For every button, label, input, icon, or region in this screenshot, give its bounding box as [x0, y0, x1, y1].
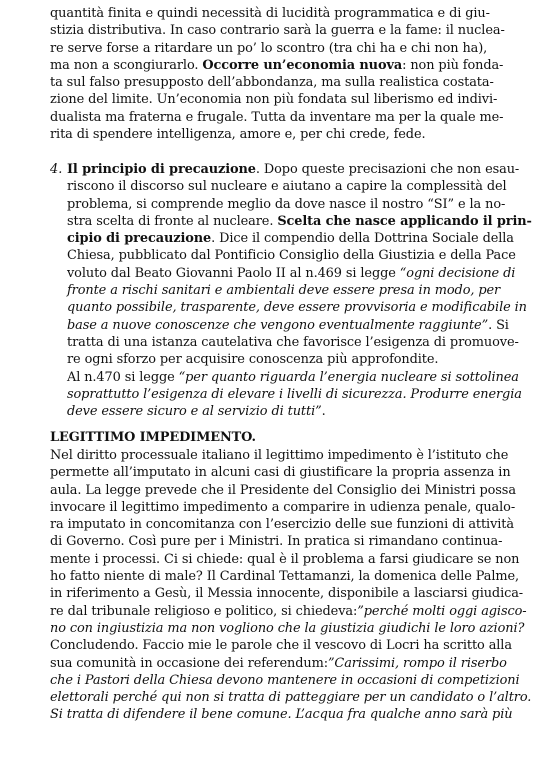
- text-line: Si tratta di difendere il bene comune. L’acqua fra qualche anno sarà più: [50, 707, 513, 723]
- text-line: fronte a rischi sanitari e ambientali deve essere presa in modo, per: [67, 283, 501, 299]
- text-line: stizia distributiva. In caso contrario sarà la guerra e la fame: il nuclea-: [50, 23, 505, 39]
- bold-phrase: Occorre un’economia nuova: [202, 57, 403, 73]
- text-line: aula. La legge prevede che il Presidente del Consiglio dei Ministri possa: [50, 482, 516, 498]
- text-line: permette all’imputato in alcuni casi di giustificare la propria assenza in: [50, 465, 511, 481]
- text-line: ma non a scongiurarlo. Occorre un’economia nuova: non più fonda-: [50, 57, 504, 73]
- text-line: quanto possibile, trasparente, deve essere provvisoria e modificabile in: [67, 300, 527, 316]
- text-line: invocare il legittimo impedimento a comparire in udienza penale, qualo-: [50, 499, 516, 515]
- text-line: re ogni sforzo per acquisire conoscenza più approfondite.: [67, 352, 439, 368]
- text-line: quantità finita e quindi necessità di lucidità programmatica e di giu-: [50, 6, 490, 21]
- text-line: Nel diritto processuale italiano il legittimo impedimento è l’istituto che: [50, 448, 509, 463]
- paragraph-impediment: [50, 447, 532, 724]
- paragraph-economy: [50, 5, 505, 143]
- text-line: ho fatto niente di male? Il Cardinal Tettamanzi, la domenica delle Palme,: [50, 569, 520, 585]
- text-line: voluto dal Beato Giovanni Paolo II al n.469 si legge “ogni decisione di: [67, 265, 516, 281]
- text-line: tratta di una istanza cautelativa che favorisce l’esigenza di promuove-: [67, 334, 519, 350]
- text-line: ra imputato in concomitanza con l’esercizio delle sue funzioni di attività: [50, 517, 514, 533]
- list-item-number: 4.: [50, 162, 63, 177]
- text-line: dualista ma fraterna e frugale. Tutta da inventare ma per la quale me-: [50, 109, 504, 125]
- text-line: ta sul falso presupposto dell’abbondanza, ma sulla realistica costata-: [50, 75, 494, 91]
- text-line: stra scelta di fronte al nucleare. Scelta che nasce applicando il prin-: [67, 213, 532, 229]
- text-line: rita di spendere intelligenza, amore e, per chi crede, fede.: [50, 127, 426, 143]
- text-line: che i Pastori della Chiesa devono mantenere in occasioni di competizioni: [50, 672, 520, 688]
- text-line: riscono il discorso sul nucleare e aiutano a capire la complessità del: [67, 179, 507, 195]
- section-heading: LEGITTIMO IMPEDIMENTO.: [50, 430, 256, 445]
- text-line: mente i processi. Ci si chiede: qual è il problema a farsi giudicare se non: [50, 551, 520, 567]
- text-line: Al n.470 si legge “per quanto riguarda l’energia nucleare si sottolinea: [67, 369, 519, 385]
- text-line: deve essere sicuro e al servizio di tutti”.: [67, 404, 326, 420]
- text-line: Chiesa, pubblicato dal Pontificio Consiglio della Giustizia e della Pace: [67, 248, 516, 264]
- text-line: di Governo. Così pure per i Ministri. In pratica si rimandano continua-: [50, 534, 503, 550]
- text-line: re dal tribunale religioso e politico, si chiedeva:”perché molti oggi agisco-: [50, 603, 527, 619]
- text-line: problema, si comprende meglio da dove nasce il nostro “SI” e la no-: [67, 196, 506, 212]
- text-line: sua comunità in occasione dei referendum:”Carissimi, rompo il riserbo: [50, 655, 507, 671]
- text-line: base a nuove conoscenze che vengono eventualmente raggiunte”. Si: [67, 317, 509, 333]
- text-line: zione del limite. Un’economia non più fondata sul liberismo ed indivi-: [50, 92, 498, 108]
- text-line: re serve forse a ritardare un po’ lo scontro (tra chi ha e chi non ha),: [50, 40, 488, 56]
- text-line: cipio di precauzione. Dice il compendio della Dottrina Sociale della: [67, 231, 514, 247]
- text-line: soprattutto l’esigenza di elevare i livelli di sicurezza. Produrre energia: [67, 386, 522, 402]
- text-line: Il principio di precauzione. Dopo queste precisazioni che non esau-: [67, 162, 520, 177]
- text-line: Concludendo. Faccio mie le parole che il vescovo di Locri ha scritto alla: [50, 638, 512, 654]
- text-line: elettorali perché qui non si tratta di patteggiare per un candidato o l’altro.: [50, 690, 532, 706]
- text-line: no con ingiustizia ma non vogliono che la giustizia giudichi le loro azioni?: [50, 620, 525, 636]
- text-line: in riferimento a Gesù, il Messia innocente, disponibile a lasciarsi giudica-: [50, 586, 524, 602]
- paragraph-precaution: [67, 161, 532, 420]
